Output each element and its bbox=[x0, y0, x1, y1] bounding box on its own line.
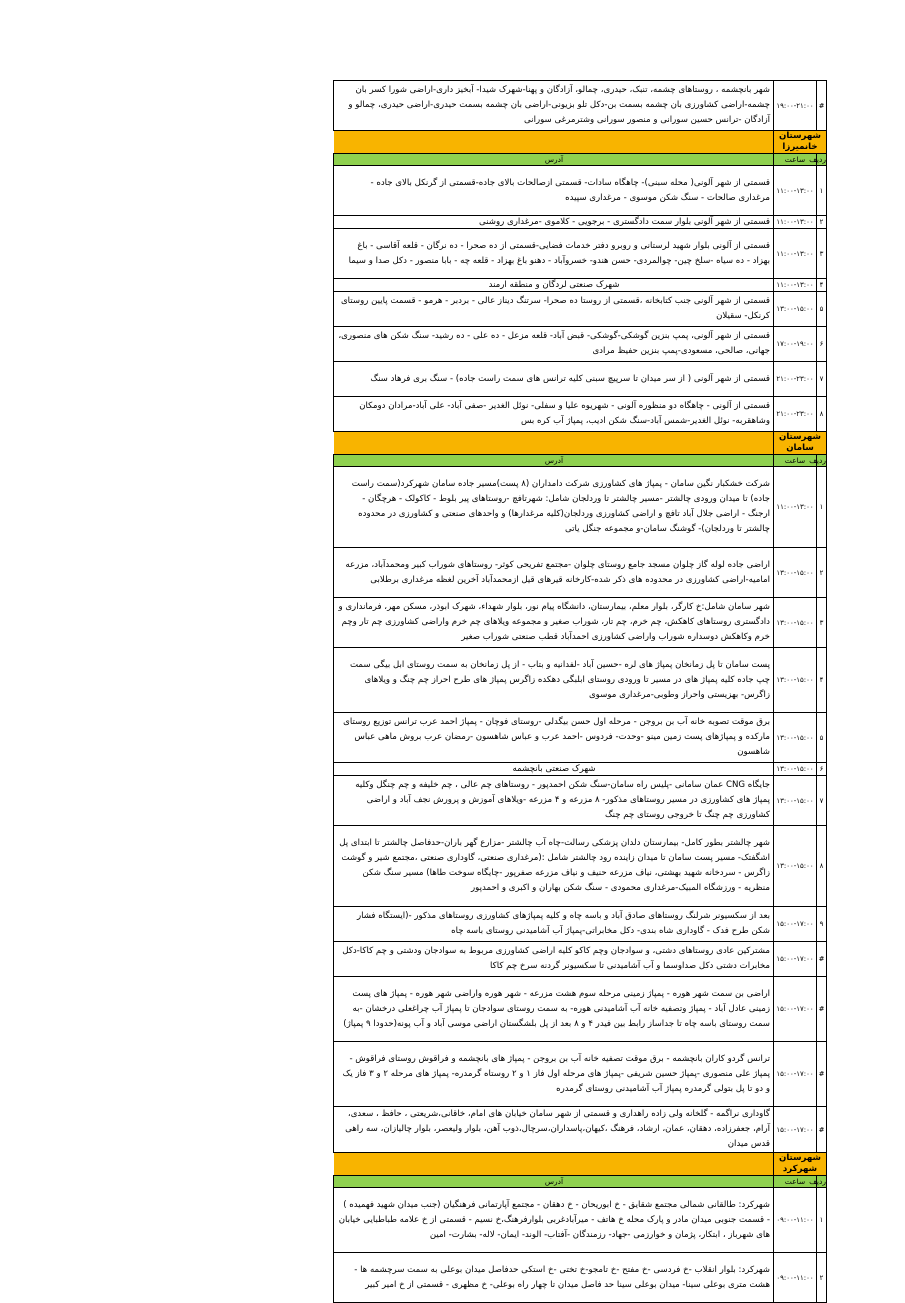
outage-time: ۱۳:۰۰-۱۵:۰۰ bbox=[774, 598, 817, 648]
county-header-row bbox=[334, 131, 827, 154]
outage-address: قسمتی از شهر آلونی( محله سبنی)- چاهگاه سادات- قسمتی ازصالحات بالای جاده-قسمتی از گرنکل بالای جاده - مرغداری صالحات - سنگ شکن موسوی - مرغداری سپیده bbox=[334, 166, 774, 216]
outage-time: ۱۱:۰۰-۱۳:۰۰ bbox=[774, 216, 817, 229]
outage-address: شهرکرد: بلوار انقلاب -خ فردسی -خ مفتح -خ تامجو-خ تختی -خ استکی حدفاصل میدان بوعلی به سمت سرچشمه ها - هشت متری بوعلی سینا- میدان بوعلی سینا حد فاصل میدان تا چهار راه بوعلی- خ مظهری - قسمتی از خ امیر کبیر bbox=[334, 1253, 774, 1303]
outage-address: گاوداری نراگمه - گلخانه ولی زاده راهداری و قسمتی از شهر سامان خیابان های امام، خاقانی،شریعتی ، حافظ ، سعدی، آرام، جعفرزاده، دهقان، عمان، ارشاد، فرهنگ ،کیهان،پاسداران،سرچال،ذوب آهن، بلوار ولیعصر، بلوار چالیازان، سه راهی قدس میدان bbox=[334, 1107, 774, 1153]
schedule-row bbox=[334, 229, 827, 279]
outage-address: پست سامان تا پل زمانخان پمپاژ های لره -حسین آباد -لفدانیه و بتاب - از پل زمانخان به سمت روستای ابل بیگی سمت چپ جاده کلیه پمپاژ های در مسیر تا ورودی روستای ابلبگی دهکده زاگرس پمپاژ های طرح احراز چم چنگ و ویلاهای زاگرس- بهزیستی واحراز وطوبی-مرغداری موسوی bbox=[334, 648, 774, 713]
column-header-row-number: ردیف bbox=[809, 155, 826, 164]
row-number: ۱ bbox=[817, 467, 827, 548]
schedule-row bbox=[334, 81, 827, 131]
column-header-row-number: ردیف bbox=[809, 456, 826, 465]
row-number: # bbox=[817, 81, 827, 131]
outage-time: ۱۱:۰۰-۱۳:۰۰ bbox=[774, 279, 817, 292]
outage-time: ۱۳:۰۰-۱۵:۰۰ bbox=[774, 763, 817, 776]
schedule-row bbox=[334, 1253, 827, 1303]
outage-address: شهر چالشتر بطور کامل- بیمارستان دلدان پزشکی رسالت-چاه آب چالشتر -مزارع گهر باران-حدفاصل چالشتر تا ابتدای پل اشگفتک- مسیر پست سامان تا میدان زاینده رود چالشتر شامل :(مرغداری صنعتی، گاوداری صنعتی ،مجتمع شیر و گوشت زاگرس - سردخانه شهید بهشتی، نیاف مزرعه حنیف و نیاف مزرعه صفرپور -چایگاه سوخت طاها) مسیر سنگ شکن منظریه - ورزشگاه المبیک-مرغداری محمودی - سنگ شکن بهاران و اکبری و احمدپور bbox=[334, 826, 774, 907]
outage-time: ۲۱:۰۰-۲۳:۰۰ bbox=[774, 362, 817, 397]
row-number: ۱ bbox=[817, 166, 827, 216]
outage-time: ۱۳:۰۰-۱۵:۰۰ bbox=[774, 548, 817, 598]
outage-address: قسمتی از شهر آلونی بلوار سمت دادگستری - برجویی - کلاموی -مرغداری روشنی bbox=[334, 216, 774, 229]
schedule-row bbox=[334, 327, 827, 362]
row-number: ۸ bbox=[817, 397, 827, 432]
schedule-row bbox=[334, 942, 827, 977]
row-number: ۸ bbox=[817, 826, 827, 907]
outage-address: بعد از سکسیونر شرلنگ روستاهای صادق آباد و باسه چاه و کلیه پمپاژهای کشاورزی روستاهای مذکور -(ایستگاه فشار شکن طرح فدک - گاوداری شاه بندی- دکل مخابراتی-پمپاژ آب آشامیدنی روستای باسه چاه bbox=[334, 907, 774, 942]
outage-time: ۱۳:۰۰-۱۵:۰۰ bbox=[774, 826, 817, 907]
schedule-table-body bbox=[334, 81, 827, 1303]
outage-time: ۱۹:۰۰-۲۱:۰۰ bbox=[774, 81, 817, 131]
row-number: ۷ bbox=[817, 362, 827, 397]
county-title-edge bbox=[334, 1153, 774, 1176]
county-header-row bbox=[334, 432, 827, 455]
outage-address: مشترکین عادی روستاهای دشتی، و سوادجان وچم کاکو کلیه اراضی کشاورزی مربوط به سوادجان ودشتی و چم کاکا-دکل مخابرات دشتی دکل صداوسما و آب آشامیدنی تا سکسیونر گردنه سرخ چم کاکا bbox=[334, 942, 774, 977]
schedule-row bbox=[334, 548, 827, 598]
blackout-schedule-sheet bbox=[333, 80, 827, 1303]
outage-time: ۱۷:۰۰-۱۹:۰۰ bbox=[774, 327, 817, 362]
schedule-row bbox=[334, 826, 827, 907]
outage-time: ۱۱:۰۰-۱۳:۰۰ bbox=[774, 166, 817, 216]
county-header-row bbox=[334, 1153, 827, 1176]
column-header-time: ساعت bbox=[774, 154, 817, 166]
county-title: شهرستان خانمیرزا bbox=[774, 131, 827, 154]
outage-address: شهر بانچشمه ، روستاهای چشمه، تنبک، حیدری، چمالو، آزادگان و پهنا-شهرک شیدا- آبخیز داری-اراضی شورا کسر بان چشمه-اراضی کشاورزی بان چشمه بسمت بن-دکل تلو بزیونی-اراضی بان چشمه بسمت حیدری-اراضی حیدری، چمالو و آزادگان -ترانس حسین سورانی و منصور سورانی وشترمرغی سورانی bbox=[334, 81, 774, 131]
row-number: ۳ bbox=[817, 598, 827, 648]
row-number: ۳ bbox=[817, 229, 827, 279]
outage-time: ۱۳:۰۰-۱۵:۰۰ bbox=[774, 713, 817, 763]
column-header-time: ساعت bbox=[774, 1176, 817, 1188]
schedule-row bbox=[334, 713, 827, 763]
outage-address: قسمتی از آلونی بلوار شهید لرستانی و روبرو دفتر خدمات فضایی-قسمتی از ده صحرا - ده نرگان - قلعه آقاسی - باغ بهزاد - ده سیاه -سلخ چین- چوالمردی- حسن هندو- خسروآباد - دهنو باغ بهزاد - قلعه چه - بابا منصور - دکل صدا و سیما bbox=[334, 229, 774, 279]
schedule-row bbox=[334, 292, 827, 327]
outage-time: ۰۹:۰۰-۱۱:۰۰ bbox=[774, 1188, 817, 1253]
schedule-row bbox=[334, 1107, 827, 1153]
schedule-row bbox=[334, 216, 827, 229]
column-header-row-number: ردیف bbox=[809, 1177, 826, 1186]
row-number: # bbox=[817, 1107, 827, 1153]
schedule-row bbox=[334, 166, 827, 216]
schedule-row bbox=[334, 907, 827, 942]
county-title: شهرستان شهرکرد bbox=[774, 1153, 827, 1176]
county-title: شهرستان سامان bbox=[774, 432, 827, 455]
outage-address: اراضی بن سمت شهر هوره - پمپاژ زمینی مرحله سوم هشت مزرعه - شهر هوره واراضی شهر هوره - پمپاژ های پست زمینی عادل آباد - پمپاژ وتصفیه خانه آب آشامیدنی هوره- به سمت روستای سوادجان تا پمپاژ آب چراغعلی درخشان -به سمت روستای باسه چاه تا جداساز رابط بین فیدر ۴ و ۸ بعد از پل بلشگستان اراضی موسی آباد و آب پونه(حدودا ۹ پمپاژ) bbox=[334, 977, 774, 1042]
outage-address: شرکت خشکبار نگین سامان - پمپاژ های کشاورزی شرکت دامداران (۸ پست)مسیر جاده سامان شهرکرد(سمت راست جاده) تا میدان ورودی چالشتر -مسیر چالشتر تا وردلجان شامل: شهرتافچ -روستاهای پیر بلوط - کاکولک - هرچگان - ارجنگ - اراضی جلال آباد تافچ و اراضی کشاورزی وردلجان(کلیه مرغدارها) و واحدهای صنعتی و کشاورزی در محدوده چالشتر تا وردلجان)- گوشنگ سامان-و مجموعه جنگل یاتی bbox=[334, 467, 774, 548]
outage-address: برق موقت تصوبه خانه آب بن بروجن - مرحله اول حسن بیگدلی -روستای فوچان - پمپاژ احمد عرب ترانس توزیع روستای مارکده و پمپاژهای پست زمین مینو -وحدت- فردوس -احمد عرب و عباس شاهسون -رمضان عرب بروش ماهی عباس شاهسون bbox=[334, 713, 774, 763]
row-number: # bbox=[817, 977, 827, 1042]
outage-time: ۱۱:۰۰-۱۳:۰۰ bbox=[774, 229, 817, 279]
schedule-row bbox=[334, 1042, 827, 1107]
schedule-row bbox=[334, 776, 827, 826]
outage-address: اراضی جاده لوله گاز چلوان مسجد جامع روستای چلوان -مجتمع تفریحی کوثر- روستاهای شوراب کبیر ومحمدآباد، مزرعه امامیه-اراضی کشاورزی در محدوده های ذکر شده-کارخانه قیرهای قیل ازمحمدآباد آخرین لغظه مرغداری برطلابی bbox=[334, 548, 774, 598]
schedule-row bbox=[334, 1188, 827, 1253]
outage-time: ۲۱:۰۰-۲۳:۰۰ bbox=[774, 397, 817, 432]
row-number: ۲ bbox=[817, 216, 827, 229]
schedule-row bbox=[334, 362, 827, 397]
row-number: ۲ bbox=[817, 548, 827, 598]
row-number: ۴ bbox=[817, 279, 827, 292]
schedule-row bbox=[334, 467, 827, 548]
schedule-row bbox=[334, 279, 827, 292]
county-title-edge bbox=[334, 131, 774, 154]
row-number: ۵ bbox=[817, 292, 827, 327]
outage-address: جایگاه CNG عمان سامانی -پلیس راه سامان-سنگ شکن احمدپور - روستاهای چم عالی ، چم خلیفه و چم چنگل وکلیه پمپاژ های کشاورزی در مسیر روستاهای مذکور- ۸ مزرعه و ۴ مزرعه -ویلاهای آموزش و پرورش نجف آباد و اراضی کشاورزی چم چنگ تا خروجی روستای چم چنگ bbox=[334, 776, 774, 826]
outage-address: قسمتی از آلونی - چاهگاه دو منظوره آلونی - شهریوه علیا و سفلی- نوئل الغدیر -صفی آباد- علی آباد-مرادان دومکان وشاهقربه- نوئل الغدیر-شمس آباد-سنگ شکن ادیب، پمپاژ آب کره بس bbox=[334, 397, 774, 432]
row-number: ۶ bbox=[817, 327, 827, 362]
row-number: ۶ bbox=[817, 763, 827, 776]
column-header-address: آدرس bbox=[334, 154, 774, 166]
row-number: ۵ bbox=[817, 713, 827, 763]
outage-time: ۱۵:۰۰-۱۷:۰۰ bbox=[774, 977, 817, 1042]
outage-address: قسمتی از شهر آلونی، پمپ بنزین گوشکی-گوشکی- قبض آباد- قلعه مزعل - ده علی - ده رشید- سنگ شکن های منصوری، جهانی، صالحی، مسعودی-پمپ بنزین حفیظ مرادی bbox=[334, 327, 774, 362]
outage-address: قسمتی از شهر آلونی ( از سر میدان تا سرپیچ سبنی کلیه ترانس های سمت راست جاده) - سنگ بری فرهاد سنگ bbox=[334, 362, 774, 397]
row-number: ۷ bbox=[817, 776, 827, 826]
outage-time: ۱۳:۰۰-۱۵:۰۰ bbox=[774, 292, 817, 327]
row-number: ۹ bbox=[817, 907, 827, 942]
outage-time: ۱۵:۰۰-۱۷:۰۰ bbox=[774, 1042, 817, 1107]
column-header-address: آدرس bbox=[334, 455, 774, 467]
schedule-row bbox=[334, 648, 827, 713]
outage-time: ۱۳:۰۰-۱۵:۰۰ bbox=[774, 776, 817, 826]
outage-time: ۱۵:۰۰-۱۷:۰۰ bbox=[774, 1107, 817, 1153]
outage-address: شهرک صنعتی لردگان و منطقه ارمند bbox=[334, 279, 774, 292]
outage-address: شهرک صنعتی بانچشمه bbox=[334, 763, 774, 776]
row-number: ۱ bbox=[817, 1188, 827, 1253]
schedule-row bbox=[334, 397, 827, 432]
outage-time: ۱۳:۰۰-۱۵:۰۰ bbox=[774, 648, 817, 713]
outage-time: ۱۵:۰۰-۱۷:۰۰ bbox=[774, 942, 817, 977]
column-header-row bbox=[334, 1176, 827, 1188]
row-number: # bbox=[817, 1042, 827, 1107]
schedule-table bbox=[333, 80, 827, 1303]
schedule-row bbox=[334, 763, 827, 776]
county-title-edge bbox=[334, 432, 774, 455]
column-header-row bbox=[334, 455, 827, 467]
outage-address: قسمتی از شهر آلونی جنب کتابخانه ،قسمتی از روستا ده صحرا- سرتنگ دیناز عالی - بردبر - هرمو - قسمت پایین روستای کرنکل- سقیلان bbox=[334, 292, 774, 327]
outage-address: شهرکرد: طالقانی شمالی مجتمع شقایق - خ ابوریحان - خ دهقان - مجتمع آپارتمانی فرهنگیان (جنب میدان شهید فهمیده ) - قسمت جنوبی میدان مادر و پارک محله خ هاتف - میرآبادغربی بلوارفرهنگ،خ نسیم - قسمتی از خ علامه طباطبایی خیابان های شهرباز ، ابتکار، پژمان و خوارزمی -جهاد- رزمندگان -آفتاب- الوند- ایمان- لاله- بشارت- امین bbox=[334, 1188, 774, 1253]
schedule-row bbox=[334, 598, 827, 648]
outage-time: ۰۹:۰۰-۱۱:۰۰ bbox=[774, 1253, 817, 1303]
row-number: ۲ bbox=[817, 1253, 827, 1303]
column-header-row bbox=[334, 154, 827, 166]
schedule-row bbox=[334, 977, 827, 1042]
outage-time: ۱۵:۰۰-۱۷:۰۰ bbox=[774, 907, 817, 942]
outage-time: ۱۱:۰۰-۱۳:۰۰ bbox=[774, 467, 817, 548]
outage-address: شهر سامان شامل:خ کارگر، بلوار معلم، بیمارستان، دانشگاه پیام نور، بلوار شهداء، شهرک ابوذر، مسکن مهر، فرمانداری و دادگستری روستاهای کاهکش، چم خرم، چم تار، شوراب صغیر و مجموعه ویلاهای چم خرم واراضی کشاورزی چم تار وچم خرم وکاهکش دوسداره شوراب واراضی کشاورزی احمدآباد قطب صنعتی شوراب صغیر bbox=[334, 598, 774, 648]
column-header-address: آدرس bbox=[334, 1176, 774, 1188]
row-number: ۴ bbox=[817, 648, 827, 713]
column-header-time: ساعت bbox=[774, 455, 817, 467]
row-number: # bbox=[817, 942, 827, 977]
outage-address: ترانس گردو کاران بانچشمه - برق موقت تصفیه خانه آب بن بروجن - پمپاژ های بانچشمه و فراقوش روستای فراقوش - پمپاژ علی منصوری -پمپاژ حسین شریفی -پمپاژ های مرحله اول فاز ۱ و ۲ روستاه گرمدره- پمپاژ های مرحله ۲ و ۳ فاز یک و دو تا پل بتولی گرمدره پمپاژ آب آشامیدنی روستای گرمدره bbox=[334, 1042, 774, 1107]
